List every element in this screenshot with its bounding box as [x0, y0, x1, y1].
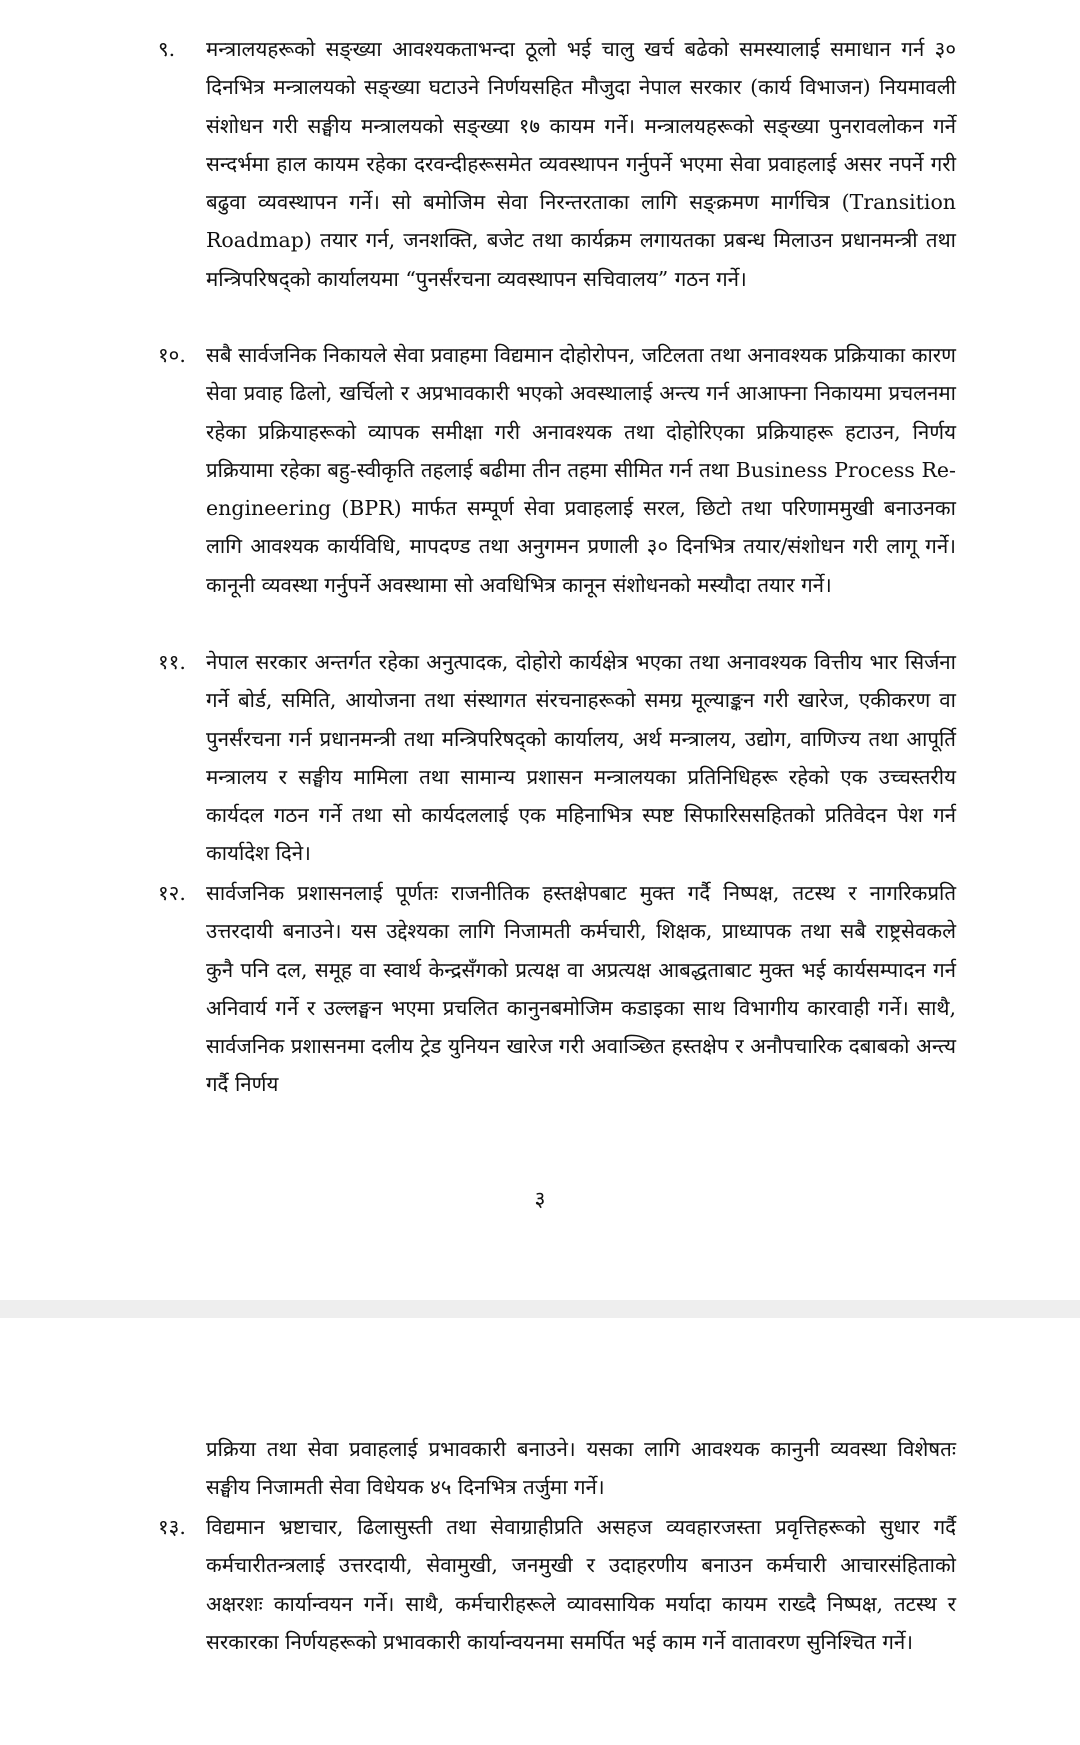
item-number: ९.: [158, 37, 176, 61]
document-page-2: [0, 1318, 1080, 1745]
page-number: ३: [534, 1187, 546, 1211]
item-number: १०.: [158, 343, 186, 367]
list-item-11: [158, 643, 956, 873]
item-number: १३.: [158, 1515, 186, 1539]
continuation-paragraph: [158, 1430, 956, 1507]
item-number: १२.: [158, 881, 186, 905]
list-item-10: [158, 336, 956, 604]
item-text: सबै सार्वजनिक निकायले सेवा प्रवाहमा विद्यमान दोहोरोपन, जटिलता तथा अनावश्यक प्रक्रियाका कारण सेवा प्रवाह ढिलो, खर्चिलो र अप्रभावकारी भएको अवस्थालाई अन्त्य गर्न आआफ्ना निकायमा प्रचलनमा रहेका प्रक्रियाहरूको व्यापक समीक्षा गरी अनावश्यक तथा दोहोरिएका प्रक्रियाहरू हटाउन, निर्णय प्रक्रियामा रहेका बहु-स्वीकृति तहलाई बढीमा तीन तहमा सीमित गर्न तथा Business Process Re-engineering (BPR) मार्फत सम्पूर्ण सेवा प्रवाहलाई सरल, छिटो तथा परिणाममुखी बनाउनका लागि आवश्यक कार्यविधि, मापदण्ड तथा अनुगमन प्रणाली ३० दिनभित्र तयार/संशोधन गरी लागू गर्ने। कानूनी व्यवस्था गर्नुपर्ने अवस्थामा सो अवधिभित्र कानून संशोधनको मस्यौदा तयार गर्ने।: [206, 343, 956, 597]
list-item-13: [158, 1508, 956, 1661]
item-text: नेपाल सरकार अन्तर्गत रहेका अनुत्पादक, दोहोरो कार्यक्षेत्र भएका तथा अनावश्यक वित्तीय भार सिर्जना गर्ने बोर्ड, समिति, आयोजना तथा संस्थागत संरचनाहरूको समग्र मूल्याङ्कन गरी खारेज, एकीकरण वा पुनर्संरचना गर्न प्रधानमन्त्री तथा मन्त्रिपरिषद्को कार्यालय, अर्थ मन्त्रालय, उद्योग, वाणिज्य तथा आपूर्ति मन्त्रालय र सङ्घीय मामिला तथा सामान्य प्रशासन मन्त्रालयका प्रतिनिधिहरू रहेको एक उच्चस्तरीय कार्यदल गठन गर्ने तथा सो कार्यदललाई एक महिनाभित्र स्पष्ट सिफारिससहितको प्रतिवेदन पेश गर्न कार्यादेश दिने।: [206, 650, 956, 866]
list-item-12: [158, 874, 956, 1104]
continuation-text: प्रक्रिया तथा सेवा प्रवाहलाई प्रभावकारी बनाउने। यसका लागि आवश्यक कानुनी व्यवस्था विशेषतः सङ्घीय निजामती सेवा विधेयक ४५ दिनभित्र तर्जुमा गर्ने।: [206, 1437, 956, 1500]
item-text: विद्यमान भ्रष्टाचार, ढिलासुस्ती तथा सेवाग्राहीप्रति असहज व्यवहारजस्ता प्रवृत्तिहरूको सुधार गर्दै कर्मचारीतन्त्रलाई उत्तरदायी, सेवामुखी, जनमुखी र उदाहरणीय बनाउन कर्मचारी आचारसंहिताको अक्षरशः कार्यान्वयन गर्ने। साथै, कर्मचारीहरूले व्यावसायिक मर्यादा कायम राख्दै निष्पक्ष, तटस्थ र सरकारका निर्णयहरूको प्रभावकारी कार्यान्वयनमा समर्पित भई काम गर्ने वातावरण सुनिश्चित गर्ने।: [206, 1515, 956, 1654]
item-text: मन्त्रालयहरूको सङ्ख्या आवश्यकताभन्दा ठूलो भई चालु खर्च बढेको समस्यालाई समाधान गर्न ३० दिनभित्र मन्त्रालयको सङ्ख्या घटाउने निर्णयसहित मौजुदा नेपाल सरकार (कार्य विभाजन) नियमावली संशोधन गरी सङ्घीय मन्त्रालयको सङ्ख्या १७ कायम गर्ने। मन्त्रालयहरूको सङ्ख्या पुनरावलोकन गर्ने सन्दर्भमा हाल कायम रहेका दरवन्दीहरूसमेत व्यवस्थापन गर्नुपर्ने भएमा सेवा प्रवाहलाई असर नपर्ने गरी बढुवा व्यवस्थापन गर्ने। सो बमोजिम सेवा निरन्तरताका लागि सङ्क्रमण मार्गचित्र (Transition Roadmap) तयार गर्न, जनशक्ति, बजेट तथा कार्यक्रम लगायतका प्रबन्ध मिलाउन प्रधानमन्त्री तथा मन्त्रिपरिषद्को कार्यालयमा “पुनर्संरचना व्यवस्थापन सचिवालय” गठन गर्ने।: [206, 37, 956, 291]
item-number: ११.: [158, 650, 186, 674]
page-separator: [0, 1300, 1080, 1318]
list-item-9: [158, 30, 956, 298]
item-text: सार्वजनिक प्रशासनलाई पूर्णतः राजनीतिक हस्तक्षेपबाट मुक्त गर्दै निष्पक्ष, तटस्थ र नागरिकप्रति उत्तरदायी बनाउने। यस उद्देश्यका लागि निजामती कर्मचारी, शिक्षक, प्राध्यापक तथा सबै राष्ट्रसेवकले कुनै पनि दल, समूह वा स्वार्थ केन्द्रसँगको प्रत्यक्ष वा अप्रत्यक्ष आबद्धताबाट मुक्त भई कार्यसम्पादन गर्न अनिवार्य गर्ने र उल्लङ्घन भएमा प्रचलित कानुनबमोजिम कडाइका साथ विभागीय कारवाही गर्ने। साथै, सार्वजनिक प्रशासनमा दलीय ट्रेड युनियन खारेज गरी अवाञ्छित हस्तक्षेप र अनौपचारिक दबाबको अन्त्य गर्दै निर्णय: [206, 881, 956, 1097]
